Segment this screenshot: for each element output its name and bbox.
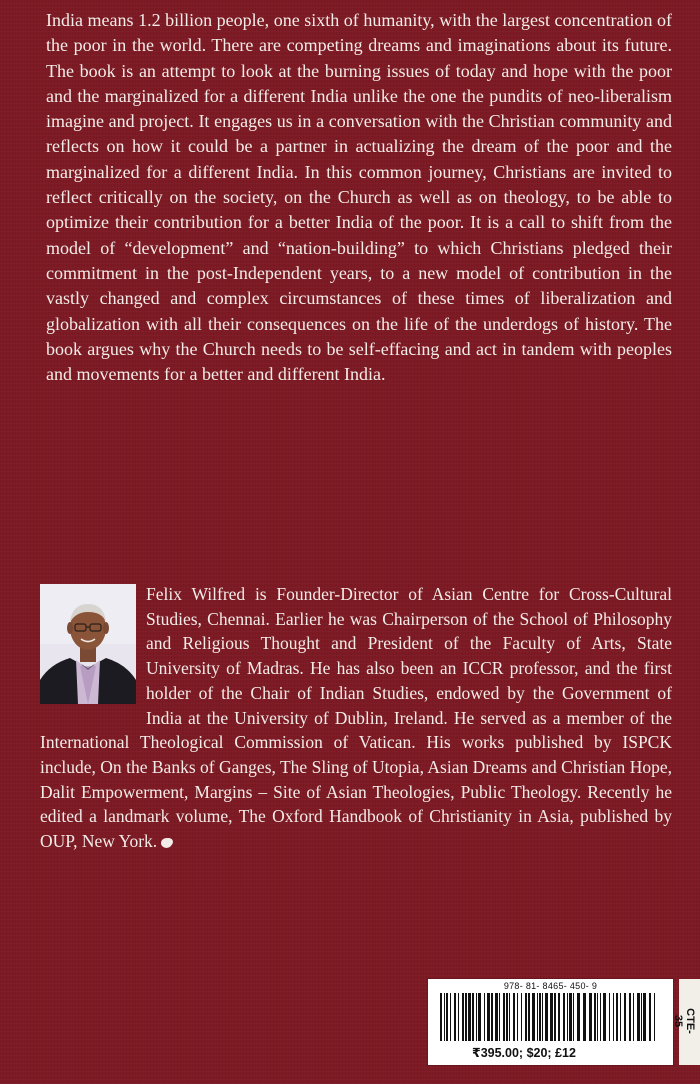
barcode-bar [550, 993, 553, 1041]
barcode-bar [641, 993, 642, 1041]
barcode-bar [637, 993, 640, 1041]
barcode-bar [539, 993, 541, 1041]
barcode-bar [503, 993, 505, 1041]
barcode-bar [624, 993, 626, 1041]
barcode-bar [462, 993, 464, 1041]
barcode-bar [484, 993, 485, 1041]
barcode-bar [649, 993, 651, 1041]
price-label: ₹395.00; $20; £12 [472, 1046, 576, 1060]
barcode-bar [633, 993, 634, 1041]
barcode-bar [654, 993, 655, 1041]
barcode-bar [583, 993, 586, 1041]
barcode-icon [436, 993, 664, 1043]
spine-code: CTE-35 [672, 1008, 696, 1034]
barcode-bar [573, 993, 574, 1041]
barcode-bar [476, 993, 477, 1041]
barcode-bar [567, 993, 568, 1041]
barcode-bar [545, 993, 548, 1041]
barcode-bar [563, 993, 565, 1041]
barcode-bar [537, 993, 538, 1041]
barcode-bar [603, 993, 606, 1041]
isbn-number: 978- 81- 8465- 450- 9 [503, 981, 598, 991]
photo-spacer [40, 582, 146, 706]
barcode-bar [609, 993, 610, 1041]
barcode-bar [468, 993, 471, 1041]
barcode-bar [558, 993, 560, 1041]
barcode-bar [600, 993, 601, 1041]
barcode-bar [509, 993, 510, 1041]
barcode-bar [450, 993, 451, 1041]
barcode-bar [491, 993, 493, 1041]
barcode-bar [458, 993, 459, 1041]
barcode-bar [597, 993, 598, 1041]
barcode-bar [643, 993, 646, 1041]
barcode-bar [454, 993, 456, 1041]
barcode-bar [521, 993, 522, 1041]
barcode-bar [506, 993, 508, 1041]
book-blurb: India means 1.2 billion people, one sixth of humanity, with the largest concentration of the poor in the world. There are competing dreams and imaginations about its future. The book is an attempt to look at the burning issues of today and hope with the poor and the marginalized for a different India unlike the one the pundits of neo-liberalism imagine and project. It engages us in a conversation with the Christian community and reflects on how it could be a partner in actualizing the dream of the poor and the marginalized for a different India. In this common journey, Christians are invited to reflect critically on the society, on the Church as well as on theology, to be able to optimize their contribution for a better India of the poor. It is a call to shift from the model of “development” and “nation-building” to which Christians pledged their commitment in the post-Independent years, to a new model of contribution in the vastly changed and complex circumstances of these times of liberalization and globalization with all their consequences on the life of the underdogs of history. The book argues why the Church needs to be self-effacing and act in tandem with peoples and movements for a better and different India. [46, 10, 672, 385]
barcode-bar [620, 993, 621, 1041]
flower-icon [161, 838, 172, 848]
barcode-bar [528, 993, 530, 1041]
barcode-bar [569, 993, 572, 1041]
barcode-bar [487, 993, 490, 1041]
barcode-label [428, 979, 673, 1065]
author-bio-text: Felix Wilfred is Founder-Director of Asian Centre for Cross-Cultural Studies, Chennai. Earlier he was Chairperson of the School of Philosophy and Religious Thought and President of the Faculty of Arts, State University of Madras. He has also been an ICCR professor, and the first holder of the Chair of Indian Studies, endowed by the Government of India at the University of Dublin, Ireland. He served as a member of the International Theological Commission of Vatican. His works published by ISPCK include, On the Banks of Ganges, The Sling of Utopia, Asian Dreams and Christian Hope, Dalit Empowerment, Margins – Site of Asian Theologies, Public Theology. Recently he edited a landmark volume, The Oxford Handbook of Christianity in Asia, published by OUP, New York. [40, 584, 672, 852]
barcode-bar [577, 993, 580, 1041]
barcode-bar [525, 993, 527, 1041]
author-bio [40, 582, 672, 854]
barcode-bar [542, 993, 543, 1041]
barcode-bar [517, 993, 518, 1041]
barcode-bar [472, 993, 474, 1041]
barcode-bar [532, 993, 535, 1041]
barcode-bar [465, 993, 467, 1041]
barcode-bar [613, 993, 614, 1041]
barcode-bar [440, 993, 442, 1041]
barcode-bar [495, 993, 498, 1041]
barcode-bar [629, 993, 631, 1041]
barcode-bar [594, 993, 596, 1041]
barcode-bar [616, 993, 618, 1041]
barcode-bar [446, 993, 448, 1041]
barcode-bar [444, 993, 445, 1041]
barcode-bar [513, 993, 515, 1041]
barcode-bar [499, 993, 500, 1041]
barcode-bar [589, 993, 592, 1041]
barcode-bar [554, 993, 556, 1041]
barcode-bar [478, 993, 481, 1041]
